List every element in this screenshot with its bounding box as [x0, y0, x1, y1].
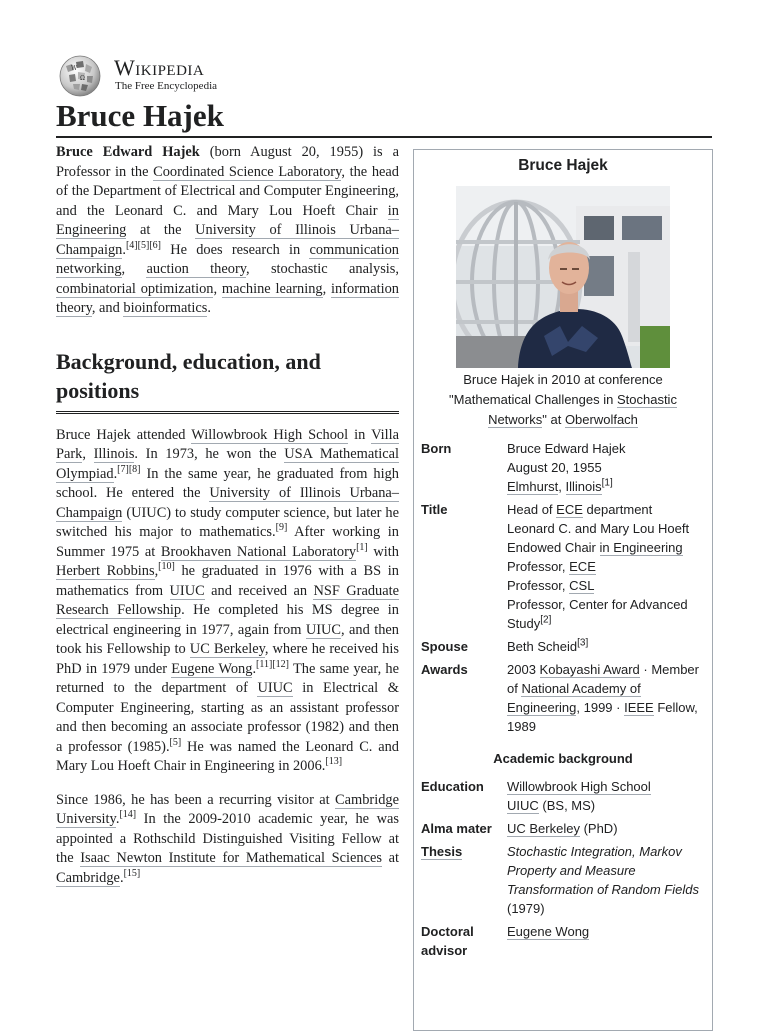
citation: [126, 240, 138, 251]
link-kobayashi-award[interactable]: Kobayashi Award: [539, 662, 640, 677]
text-run: He was named the Leonard C. and Mary Lou Hoeft Chair in Engineering in 2006.: [56, 738, 399, 774]
portrait-photo[interactable]: [456, 186, 670, 368]
citation: [117, 464, 129, 475]
link-csl[interactable]: CSL: [569, 578, 595, 593]
text-run: " at: [542, 412, 565, 427]
link-coordinated-science-laboratory[interactable]: Coordinated Science Laboratory: [153, 163, 342, 180]
link-university-of-illinois-urbana-champaign[interactable]: University of Illinois Urbana–Champaign: [56, 222, 399, 258]
link-oberwolfach[interactable]: Oberwolfach: [564, 412, 638, 427]
citation: [577, 638, 588, 649]
infobox-value: [503, 841, 712, 921]
wikipedia-wordmark: Wikipedia: [114, 55, 205, 80]
infobox-value-line: [507, 595, 706, 633]
citation: [124, 868, 141, 879]
text-run: (born August 20, 1955) is a Professor in the: [56, 144, 399, 180]
academic-background-heading: Academic background: [493, 751, 633, 766]
citation: [272, 659, 289, 670]
infobox-row-education: [414, 776, 712, 818]
wikipedia-globe-icon: [56, 54, 104, 98]
intro-paragraph: [56, 143, 399, 319]
link-in-engineering[interactable]: in Engineering: [56, 202, 399, 238]
link-uc-berkeley[interactable]: UC Berkeley: [507, 821, 580, 836]
text-run: ,: [82, 446, 94, 462]
infobox-label: [414, 636, 503, 659]
link-uiuc[interactable]: UIUC: [169, 582, 205, 599]
text-run: Bruce Hajek attended: [56, 426, 192, 443]
citation: [356, 542, 368, 553]
infobox-value: [503, 776, 712, 818]
link-auction-theory[interactable]: auction theory: [146, 261, 247, 277]
text-run: (BS, MS): [538, 798, 596, 813]
citation: [149, 240, 161, 251]
text-run: In the same year, he graduated from high school. He entered the: [56, 465, 399, 501]
link-elmhurst[interactable]: Elmhurst: [507, 479, 559, 494]
infobox-label: [414, 499, 503, 636]
text-run: , where he received his PhD in 1979 under: [56, 641, 399, 677]
text-run: 2003: [507, 662, 540, 677]
text-run: .: [252, 660, 257, 677]
citation-link[interactable]: [8]: [128, 463, 141, 475]
text-run: Professor,: [507, 559, 570, 574]
link-national-academy-of-engineering[interactable]: National Academy of Engineering: [507, 681, 641, 715]
infobox-row-awards: [414, 659, 712, 739]
citation-link[interactable]: [5]: [169, 736, 182, 748]
text-run: , stochastic analysis,: [246, 261, 399, 277]
infobox-label: [414, 921, 503, 963]
infobox-value-line: [507, 557, 706, 576]
text-run: Professor,: [507, 578, 570, 593]
text-run: ,: [558, 479, 566, 494]
citation-link[interactable]: [4]: [125, 239, 138, 251]
infobox-label-text: Awards: [421, 662, 468, 677]
infobox-row-born: [414, 438, 712, 499]
infobox-row-spouse: [414, 636, 712, 659]
infobox-row-thesis: [414, 841, 712, 921]
link-brookhaven-national-laboratory[interactable]: Brookhaven National Laboratory: [160, 543, 357, 560]
link-eugene-wong[interactable]: Eugene Wong: [171, 660, 253, 677]
text-run: Fellow, 1989: [507, 700, 698, 734]
citation: [119, 809, 136, 820]
link-machine-learning[interactable]: machine learning: [221, 280, 323, 297]
text-run: Leonard C. and Mary Lou Hoeft Endowed Chair: [507, 521, 690, 555]
infobox-value-line: [507, 477, 706, 496]
link-villa-park[interactable]: Villa Park: [56, 426, 399, 462]
infobox-label: [414, 776, 503, 818]
citation: [129, 464, 141, 475]
text-run: at: [381, 850, 399, 866]
text-run: · Member of: [507, 662, 699, 696]
text-run: August 20, 1955: [507, 460, 602, 475]
infobox-label-text: Title: [421, 502, 448, 517]
infobox-value: [503, 499, 712, 636]
text-run: (1979): [507, 901, 545, 916]
photo-caption: [414, 368, 712, 430]
text-run: ,: [213, 280, 222, 297]
text-run: He does research in: [160, 241, 310, 258]
page-title: Bruce Hajek: [56, 96, 712, 138]
text-run: (UIUC) to study computer science, but later he switched his major to mathematics.: [56, 504, 399, 540]
infobox-value-line: [507, 439, 706, 458]
citation-link[interactable]: [1]: [601, 477, 613, 489]
link-willowbrook-high-school[interactable]: Willowbrook High School: [507, 779, 651, 794]
text-run: Professor, Center for Advanced Study: [507, 597, 688, 631]
link-stochastic-networks[interactable]: Stochastic Networks: [488, 392, 677, 427]
link-usa-mathematical-olympiad[interactable]: USA Mathematical Olympiad: [56, 446, 399, 482]
link-cambridge[interactable]: Cambridge: [56, 869, 120, 886]
link-bioinformatics[interactable]: bioinformatics: [123, 300, 208, 316]
infobox-value-line: [507, 519, 706, 557]
cambridge-paragraph: [56, 791, 399, 889]
infobox-value: [503, 636, 712, 659]
link-communication-networking[interactable]: communication networking: [56, 241, 399, 277]
infobox-personal-table: [414, 438, 712, 739]
link-in-engineering[interactable]: in Engineering: [599, 540, 683, 555]
citation-link[interactable]: [5]: [137, 239, 150, 251]
citation: [325, 756, 342, 767]
infobox-academic-table: [414, 776, 712, 963]
infobox-label-text: Education: [421, 779, 484, 794]
link-ece[interactable]: ECE: [569, 559, 596, 574]
article-body: [56, 143, 399, 888]
citation-link[interactable]: [7]: [117, 463, 129, 475]
infobox-label: [414, 818, 503, 841]
italic-text: Stochastic Integration, Markov Property and Measure Transformation of Random Fields: [507, 844, 699, 897]
text-run: . In 1973, he won the: [134, 446, 285, 462]
citation-link[interactable]: [12]: [272, 658, 290, 670]
infobox-value-line: [507, 660, 706, 736]
infobox-value: [503, 818, 712, 841]
citation-link[interactable]: [9]: [275, 522, 288, 534]
infobox-label[interactable]: [414, 841, 503, 921]
infobox-label-text: Born: [421, 441, 452, 456]
background-paragraph: [56, 426, 399, 777]
link-uiuc[interactable]: UIUC: [507, 798, 539, 813]
infobox-row-title: [414, 499, 712, 636]
infobox-title: Bruce Hajek: [518, 157, 608, 174]
citation-link[interactable]: [15]: [123, 867, 141, 879]
citation-link[interactable]: [11]: [256, 658, 273, 670]
text-run: After working in Summer 1975 at: [56, 524, 399, 560]
infobox-value-line: [507, 777, 706, 796]
citation: [138, 240, 150, 251]
text-run: Head of: [507, 502, 557, 517]
infobox-value-line: [507, 819, 706, 838]
text-run: and received an: [204, 582, 314, 599]
text-run: department: [582, 502, 653, 517]
infobox-label-text: Spouse: [421, 639, 468, 654]
text-run: (PhD): [579, 821, 618, 836]
text-run: In the 2009-2010 academic year, he was appointed a Rothschild Distinguished Visiting Fellow at the: [56, 811, 399, 866]
link-uiuc[interactable]: UIUC: [305, 621, 342, 638]
wikipedia-logo[interactable]: [56, 54, 256, 98]
citation-link[interactable]: [1]: [356, 541, 368, 553]
infobox-label-text: Doctoral advisor: [421, 924, 474, 958]
infobox-label-text[interactable]: Thesis: [421, 844, 463, 859]
text-run: at the: [126, 222, 196, 238]
text-run: .: [113, 465, 118, 482]
infobox-value-line: [507, 458, 706, 477]
citation-link[interactable]: [13]: [325, 756, 343, 768]
link-combinatorial-optimization[interactable]: combinatorial optimization: [56, 280, 214, 297]
text-run: Bruce Edward Hajek: [507, 441, 626, 456]
infobox-value-line: [507, 500, 706, 519]
text-run: in Electrical & Computer Engineering, starting as an assistant professor and then becoming an associate professor (1982) and then a professor (1985).: [56, 680, 399, 755]
link-ieee[interactable]: IEEE: [624, 700, 654, 715]
link-eugene-wong[interactable]: Eugene Wong: [507, 924, 590, 939]
infobox-value: [503, 438, 712, 499]
link-illinois[interactable]: Illinois: [565, 479, 602, 494]
text-run: Beth Scheid: [507, 639, 578, 654]
text-run: .: [115, 811, 120, 827]
citation: [540, 615, 551, 626]
citation: [602, 478, 613, 489]
text-run: ,: [322, 280, 332, 297]
bold-text: Bruce Edward Hajek: [56, 144, 200, 160]
text-run: , and then took his Fellowship to: [56, 621, 399, 657]
citation-link[interactable]: [10]: [158, 561, 175, 573]
link-illinois[interactable]: Illinois: [93, 446, 135, 462]
text-run: , and: [91, 300, 124, 316]
infobox-label: [414, 659, 503, 739]
text-run: .: [207, 300, 211, 316]
link-herbert-robbins[interactable]: Herbert Robbins: [56, 563, 155, 579]
infobox-row-alma-mater: [414, 818, 712, 841]
link-university-of-illinois-urbana-champaign[interactable]: University of Illinois Urbana–Champaign: [56, 485, 400, 521]
text-run: Bruce Hajek in 2010 at conference "Mathematical Challenges in: [449, 372, 663, 407]
infobox-label: [414, 438, 503, 499]
text-run: he graduated in 1976 with a BS in mathematics from: [56, 563, 399, 599]
text-run: .: [119, 869, 124, 886]
infobox: [413, 149, 713, 1031]
text-run: The same year, he returned to the department of: [56, 660, 400, 696]
text-run: ,: [154, 563, 159, 579]
text-run: with: [367, 543, 399, 560]
infobox-value-line: [507, 637, 706, 656]
citation-link[interactable]: [2]: [540, 614, 552, 626]
link-ece[interactable]: ECE: [556, 502, 583, 517]
wikipedia-tagline: The Free Encyclopedia: [115, 80, 218, 92]
text-run: . He completed his MS degree in electrical engineering in 1977, again from: [56, 602, 399, 638]
infobox-value-line: [507, 796, 706, 815]
link-willowbrook-high-school[interactable]: Willowbrook High School: [191, 426, 349, 443]
link-uiuc[interactable]: UIUC: [257, 680, 293, 696]
text-run: .: [122, 241, 126, 258]
infobox-label-text: Alma mater: [421, 821, 492, 836]
link-information-theory[interactable]: information theory: [56, 280, 399, 316]
link-nsf-graduate-research-fellowship[interactable]: NSF Graduate Research Fellowship: [56, 582, 399, 618]
infobox-value-line: [507, 842, 706, 918]
svg-text:W: W: [71, 65, 78, 72]
citation: [158, 561, 175, 572]
text-run: in: [348, 426, 372, 443]
section-heading: Background, education, and positions: [56, 347, 399, 414]
citation: [276, 522, 288, 533]
text-run: ,: [121, 261, 147, 277]
text-run: Since 1986, he has been a recurring visitor at: [56, 791, 336, 808]
link-isaac-newton-institute-for-mathematical-sciences[interactable]: Isaac Newton Institute for Mathematical Sciences: [80, 850, 382, 866]
citation: [256, 659, 272, 670]
infobox-value: [503, 659, 712, 739]
svg-text:Ω: Ω: [80, 75, 85, 82]
citation-link[interactable]: [14]: [119, 809, 137, 821]
link-cambridge-university[interactable]: Cambridge University: [56, 791, 399, 827]
infobox-value: [503, 921, 712, 963]
link-uc-berkeley[interactable]: UC Berkeley: [189, 641, 265, 657]
citation-link[interactable]: [3]: [577, 637, 589, 649]
infobox-value-line: [507, 922, 706, 941]
citation-link[interactable]: [6]: [149, 239, 161, 251]
infobox-row-doctoral-advisor: [414, 921, 712, 963]
infobox-value-line: [507, 576, 706, 595]
text-run: , 1999 ·: [576, 700, 625, 715]
citation: [170, 737, 182, 748]
text-run: , the head of the Department of Electrical and Computer Engineering, and the Leonard C. and Mary Lou Hoeft Chair: [56, 163, 399, 219]
